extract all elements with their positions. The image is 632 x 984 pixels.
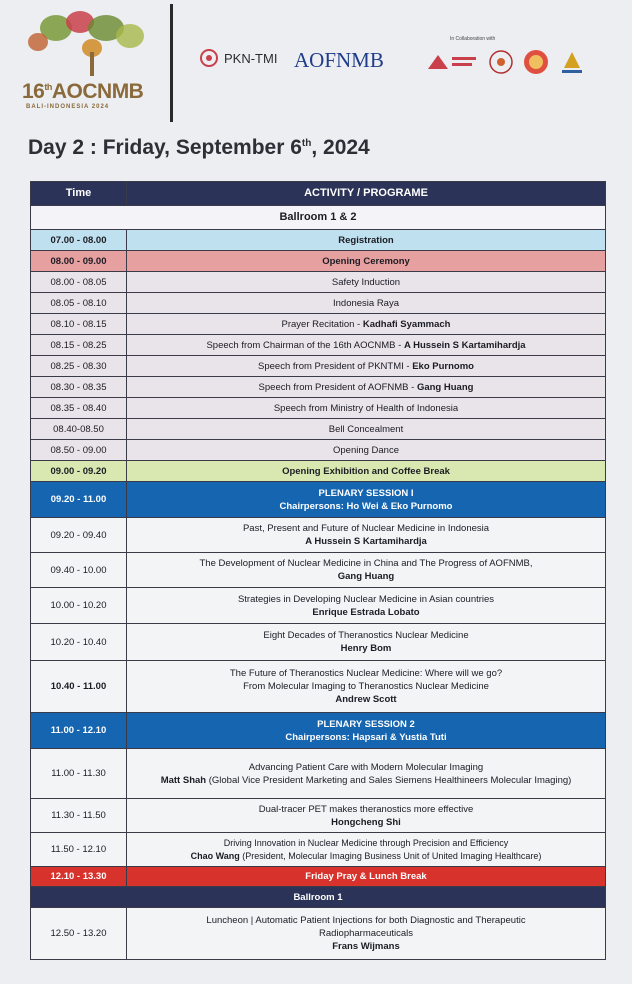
row-time: 10.40 - 11.00 (31, 661, 127, 713)
ministry-logo-icon (558, 48, 586, 76)
ballroom-1-row (31, 887, 606, 908)
talk-title: Past, Present and Future of Nuclear Medicine in Indonesia (242, 523, 490, 534)
table-row (31, 377, 606, 398)
row-activity (127, 518, 606, 553)
row-activity: Bell Concealment (127, 419, 606, 440)
talk-title: The Development of Nuclear Medicine in China and The Progress of AOFNMB, (199, 558, 533, 569)
talk-subtitle: Radiopharmaceuticals (319, 928, 413, 939)
talk-speaker: Matt Shah (160, 774, 207, 786)
row-activity: Indonesia Raya (127, 293, 606, 314)
day-title: Day 2 : Friday, September 6th, 2024 (28, 136, 370, 159)
row-time: 08.25 - 08.30 (31, 356, 127, 377)
table-row (31, 749, 606, 799)
ballroom-main-label: Ballroom 1 & 2 (31, 206, 606, 230)
row-activity: Prayer Recitation - Kadhafi Syammach (127, 314, 606, 335)
header (0, 0, 632, 130)
row-time: 10.20 - 10.40 (31, 624, 127, 661)
row-time: 11.00 - 11.30 (31, 749, 127, 799)
row-time: 09.00 - 09.20 (31, 461, 127, 482)
table-row (31, 230, 606, 251)
table-row (31, 799, 606, 833)
row-time: 08.40-08.50 (31, 419, 127, 440)
row-time: 11.30 - 11.50 (31, 799, 127, 833)
session-title: PLENARY SESSION 2 (317, 718, 415, 730)
row-time: 08.15 - 08.25 (31, 335, 127, 356)
talk-title: Driving Innovation in Nuclear Medicine through Precision and Efficiency (223, 837, 509, 848)
break-row (31, 867, 606, 887)
event-logo-art-icon (18, 6, 158, 78)
schedule-table (30, 181, 606, 960)
row-activity: Opening Ceremony (127, 251, 606, 272)
table-row (31, 272, 606, 293)
row-person: Eko Purnomo (412, 360, 474, 372)
row-activity (127, 833, 606, 867)
table-row (31, 419, 606, 440)
row-activity (127, 799, 606, 833)
table-row (31, 461, 606, 482)
row-time: 11.50 - 12.10 (31, 833, 127, 867)
talk-speaker-detail: (President, Molecular Imaging Business Unit of United Imaging Healthcare) (239, 850, 542, 861)
event-logo-location: BALI-INDONESIA 2024 (26, 104, 110, 110)
talk-speaker: A Hussein S Kartamihardja (305, 536, 427, 547)
bali-logo-icon (424, 49, 480, 75)
row-activity (127, 624, 606, 661)
talk-speaker-detail: (Global Vice President Marketing and Sales Siemens Healthineers Molecular Imaging) (206, 774, 572, 786)
talk-speaker: Henry Bom (340, 643, 392, 654)
table-row (31, 440, 606, 461)
row-time: 09.20 - 11.00 (31, 482, 127, 518)
table-row (31, 588, 606, 624)
talk-speaker: Gang Huang (337, 571, 395, 582)
row-person: A Hussein S Kartamihardja (403, 339, 526, 351)
event-logo-title: 16thAOCNMB (22, 80, 144, 103)
event-logo (18, 6, 158, 112)
table-row (31, 314, 606, 335)
row-time: 08.00 - 09.00 (31, 251, 127, 272)
talk-title: Advancing Patient Care with Modern Molecular Imaging (248, 761, 484, 773)
talk-subtitle: From Molecular Imaging to Theranostics Nuclear Medicine (243, 681, 489, 692)
talk-speaker: Enrique Estrada Lobato (312, 606, 420, 618)
pkntmi-logo (198, 48, 277, 68)
row-time: 08.50 - 09.00 (31, 440, 127, 461)
row-activity (127, 588, 606, 624)
row-time: 12.10 - 13.30 (31, 867, 127, 887)
pkntmi-emblem-icon (198, 48, 220, 68)
ballroom-main-row (31, 206, 606, 230)
row-person: Kadhafi Syammach (362, 318, 451, 330)
row-activity (127, 908, 606, 960)
row-activity: Safety Induction (127, 272, 606, 293)
table-row (31, 293, 606, 314)
plenary-session-2-header (127, 713, 606, 749)
table-row (31, 661, 606, 713)
ballroom-1-label: Ballroom 1 (31, 887, 606, 908)
red-seal-icon (522, 48, 550, 76)
column-header-activity: ACTIVITY / PROGRAME (127, 182, 606, 206)
table-row (31, 398, 606, 419)
talk-speaker: Frans Wijmans (332, 941, 400, 952)
row-activity: Friday Pray & Lunch Break (127, 867, 606, 887)
row-time: 07.00 - 08.00 (31, 230, 127, 251)
table-row (31, 356, 606, 377)
row-time: 09.40 - 10.00 (31, 553, 127, 588)
table-row (31, 518, 606, 553)
pkntmi-name: PKN-TMI (224, 50, 278, 66)
row-activity: Registration (127, 230, 606, 251)
plenary-session-2-row (31, 713, 606, 749)
table-row (31, 251, 606, 272)
row-activity: Opening Exhibition and Coffee Break (127, 461, 606, 482)
row-time: 09.20 - 09.40 (31, 518, 127, 553)
talk-title: Luncheon | Automatic Patient Injections for both Diagnostic and Therapeutic (206, 915, 526, 926)
session-title: PLENARY SESSION I (318, 487, 414, 499)
talk-title: The Future of Theranostics Nuclear Medicine: Where will we go? (229, 668, 503, 679)
row-time: 11.00 - 12.10 (31, 713, 127, 749)
row-activity: Speech from Ministry of Health of Indonesia (127, 398, 606, 419)
row-person: Gang Huang (416, 381, 474, 393)
row-activity: Speech from Chairman of the 16th AOCNMB - A Hussein S Kartamihardja (127, 335, 606, 356)
row-time: 08.05 - 08.10 (31, 293, 127, 314)
talk-title: Strategies in Developing Nuclear Medicine in Asian countries (237, 593, 495, 605)
talk-speaker-line (127, 774, 605, 787)
table-row (31, 553, 606, 588)
table-row (31, 833, 606, 867)
row-time: 08.00 - 08.05 (31, 272, 127, 293)
session-chairs: Chairpersons: Ho Wei & Eko Purnomo (279, 500, 453, 512)
talk-speaker: Chao Wang (190, 850, 240, 861)
row-time: 08.10 - 08.15 (31, 314, 127, 335)
table-row (31, 335, 606, 356)
row-activity: Speech from President of PKNTMI - Eko Purnomo (127, 356, 606, 377)
table-row (31, 624, 606, 661)
row-time: 08.30 - 08.35 (31, 377, 127, 398)
university-seal-icon (488, 49, 514, 75)
row-time: 12.50 - 13.20 (31, 908, 127, 960)
plenary-session-1-row (31, 482, 606, 518)
column-header-time: Time (31, 182, 127, 206)
talk-title: Eight Decades of Theranostics Nuclear Medicine (263, 630, 469, 641)
session-chairs: Chairpersons: Hapsari & Yustia Tuti (285, 731, 447, 743)
table-row (31, 908, 606, 960)
row-activity (127, 661, 606, 713)
row-activity (127, 749, 606, 799)
collaboration-logos (424, 48, 586, 76)
collaboration-label: In Collaboration with (450, 36, 496, 42)
talk-speaker-line (127, 850, 605, 863)
row-time: 08.35 - 08.40 (31, 398, 127, 419)
header-divider (170, 4, 173, 122)
aofnmb-logo: AOFNMB (294, 48, 384, 72)
talk-title: Dual-tracer PET makes theranostics more effective (258, 803, 474, 815)
table-header-row (31, 182, 606, 206)
row-time: 10.00 - 10.20 (31, 588, 127, 624)
plenary-session-1-header (127, 482, 606, 518)
row-activity: Speech from President of AOFNMB - Gang Huang (127, 377, 606, 398)
talk-speaker: Andrew Scott (335, 694, 397, 705)
row-activity (127, 553, 606, 588)
row-activity: Opening Dance (127, 440, 606, 461)
talk-speaker: Hongcheng Shi (331, 816, 401, 828)
